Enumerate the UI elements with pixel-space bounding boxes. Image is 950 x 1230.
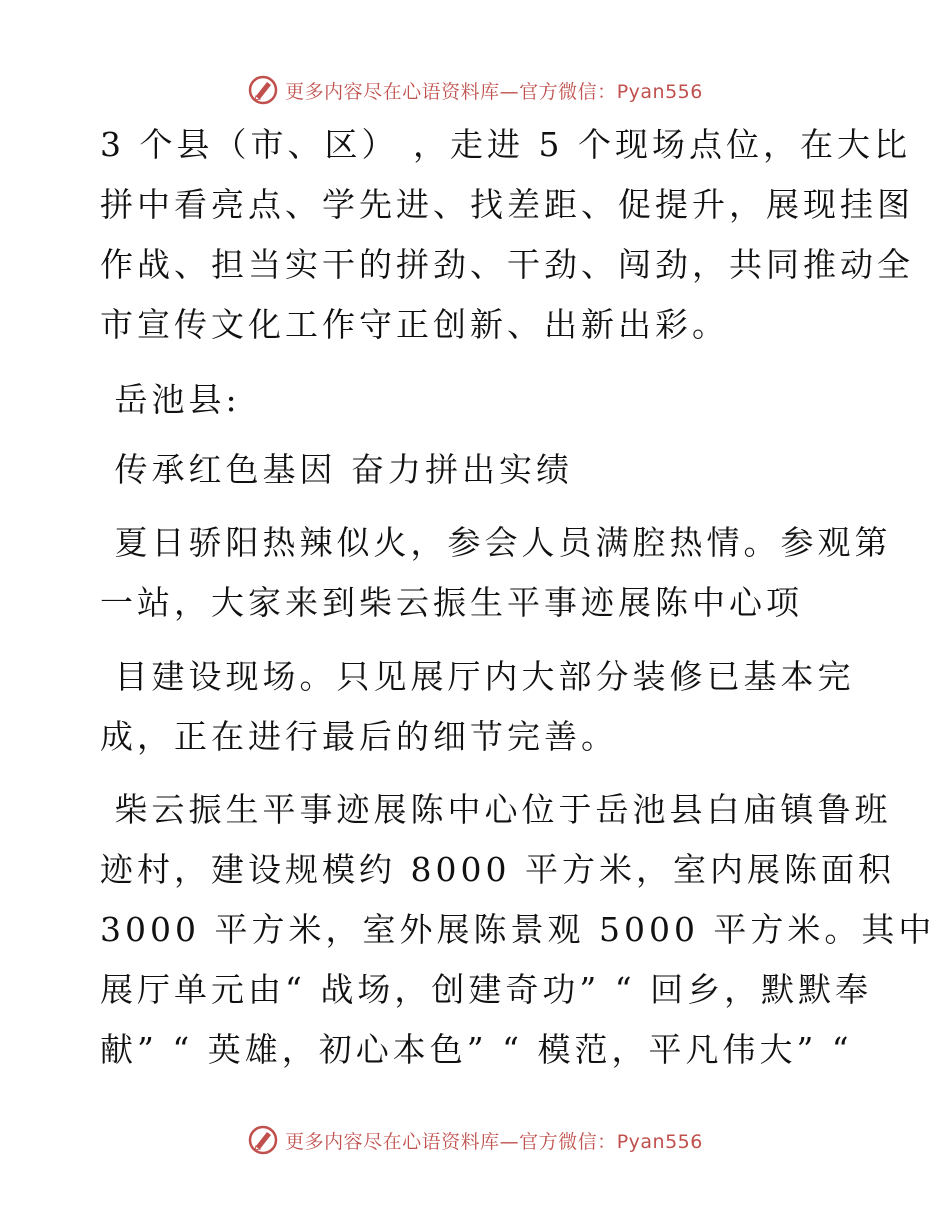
- watermark-text: 更多内容尽在心语资料库: [285, 80, 500, 103]
- watermark-separator: —: [499, 80, 520, 103]
- text-line: 市宣传文化工作守正创新、出新出彩。: [100, 305, 729, 344]
- text-line: 一站，大家来到柴云振生平事迹展陈中心项: [100, 583, 803, 622]
- header-watermark: [0, 70, 950, 110]
- watermark-account: Pyan556: [616, 80, 703, 103]
- text-line: 3000 平方米，室外展陈景观 5000 平方米。其中: [100, 910, 936, 949]
- text-line: 柴云振生平事迹展陈中心位于岳池县白庙镇鲁班: [100, 790, 892, 829]
- pen-logo-icon: [247, 1124, 279, 1156]
- section-subtitle: 传承红色基因 奋力拼出实绩: [100, 450, 573, 489]
- watermark-separator: —: [499, 1130, 520, 1153]
- watermark-text: 更多内容尽在心语资料库: [285, 1130, 500, 1153]
- text-line: 献” “ 英雄，初心本色” “ 模范，平凡伟大” “: [100, 1030, 853, 1069]
- watermark-label: 官方微信：: [519, 80, 617, 103]
- text-line: 3 个县（市、区） ，走进 5 个现场点位，在大比: [100, 125, 911, 164]
- pen-logo-icon: [247, 74, 279, 106]
- text-line: 成，正在进行最后的细节完善。: [100, 717, 618, 756]
- text-line: 迹村，建设规模约 8000 平方米，室内展陈面积: [100, 850, 895, 889]
- section-heading: 岳池县:: [100, 380, 241, 419]
- watermark-label: 官方微信：: [519, 1130, 617, 1153]
- text-line: 夏日骄阳热辣似火，参会人员满腔热情。参观第: [100, 523, 892, 562]
- text-line: 拼中看亮点、学先进、找差距、促提升，展现挂图: [100, 185, 914, 224]
- text-line: 展厅单元由“ 战场，创建奇功” “ 回乡，默默奉: [100, 970, 873, 1009]
- footer-watermark: [0, 1120, 950, 1160]
- text-line: 目建设现场。只见展厅内大部分装修已基本完: [100, 657, 855, 696]
- watermark-account: Pyan556: [616, 1130, 703, 1153]
- text-line: 作战、担当实干的拼劲、干劲、闯劲，共同推动全: [100, 245, 914, 284]
